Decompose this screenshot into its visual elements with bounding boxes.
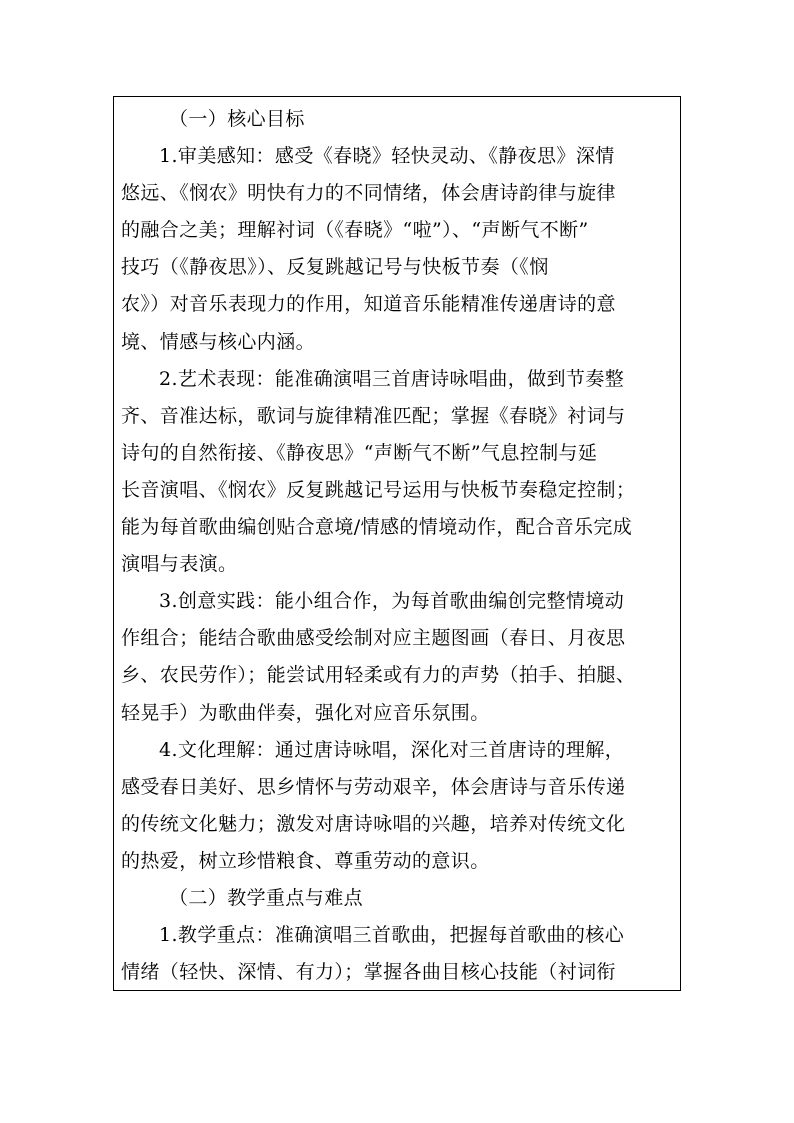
goal-aesthetic-perception: 1.审美感知：感受《春晓》轻快灵动、《静夜思》深情 bbox=[159, 145, 615, 168]
paragraph-line: 演唱与表演。 bbox=[121, 553, 238, 576]
teaching-focus: 1.教学重点：准确演唱三首歌曲，把握每首歌曲的核心 bbox=[159, 924, 625, 947]
paragraph-line: 作组合；能结合歌曲感受绘制对应主题图画（春日、月夜思 bbox=[121, 627, 626, 650]
paragraph-line: 悠远、《悯农》明快有力的不同情绪，体会唐诗韵律与旋律 bbox=[121, 182, 616, 205]
goal-creative-practice: 3.创意实践：能小组合作，为每首歌曲编创完整情境动 bbox=[159, 590, 625, 613]
document-body bbox=[121, 101, 675, 991]
paragraph-line: 乡、农民劳作）；能尝试用轻柔或有力的声势（拍手、拍腿、 bbox=[121, 664, 636, 687]
section-heading-core-goals: （一）核心目标 bbox=[169, 108, 305, 130]
paragraph-line: 的热爱，树立珍惜粮食、尊重劳动的意识。 bbox=[121, 849, 490, 872]
section-heading-key-points: （二）教学重点与难点 bbox=[169, 886, 364, 909]
paragraph-line: 的传统文化魅力；激发对唐诗咏唱的兴趣，培养对传统文化 bbox=[121, 812, 626, 835]
paragraph-line: 能为每首歌曲编创贴合意境/情感的情境动作，配合音乐完成 bbox=[121, 516, 633, 539]
paragraph-line: 境、情感与核心内涵。 bbox=[121, 330, 316, 353]
paragraph-line: 的融合之美；理解衬词（《春晓》“啦”）、“声断气不断” bbox=[121, 219, 589, 242]
paragraph-line: 情绪（轻快、深情、有力）；掌握各曲目核心技能（衬词衔 bbox=[121, 961, 616, 984]
paragraph-line: 轻晃手）为歌曲伴奏，强化对应音乐氛围。 bbox=[121, 701, 490, 724]
goal-cultural-understanding: 4.文化理解：通过唐诗咏唱，深化对三首唐诗的理解， bbox=[159, 738, 625, 761]
paragraph-line: 长音演唱、《悯农》反复跳越记号运用与快板节奏稳定控制； bbox=[121, 478, 636, 501]
paragraph-line: 农》）对音乐表现力的作用，知道音乐能精准传递唐诗的意 bbox=[121, 293, 616, 316]
paragraph-line: 技巧（《静夜思》）、反复跳越记号与快板节奏（《悯 bbox=[121, 256, 549, 279]
paragraph-line: 齐、音准达标，歌词与旋律精准匹配；掌握《春晓》衬词与 bbox=[121, 404, 626, 427]
goal-artistic-expression: 2.艺术表现：能准确演唱三首唐诗咏唱曲，做到节奏整 bbox=[159, 367, 625, 390]
content-frame bbox=[113, 96, 681, 991]
paragraph-line: 感受春日美好、思乡情怀与劳动艰辛，体会唐诗与音乐传递 bbox=[121, 775, 626, 798]
paragraph-line: 诗句的自然衔接、《静夜思》“声断气不断”气息控制与延 bbox=[121, 441, 598, 464]
